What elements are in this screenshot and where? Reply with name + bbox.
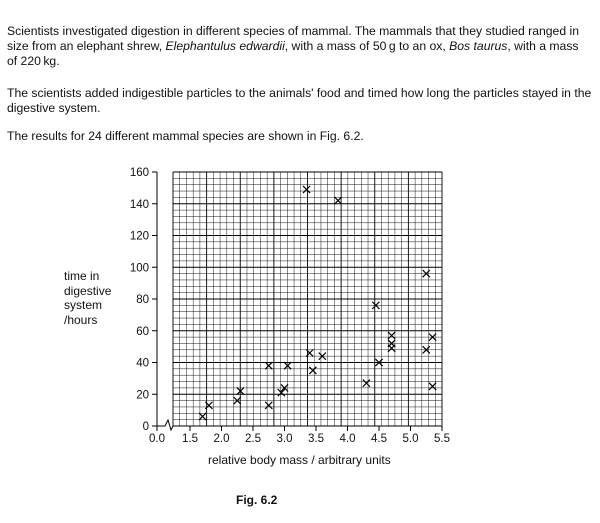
data-point <box>284 362 291 369</box>
data-point <box>303 186 310 193</box>
species-name-ox: Bos taurus <box>449 39 508 53</box>
x-tick-label: 3.5 <box>308 433 324 445</box>
data-point <box>334 197 341 204</box>
chart-ticks <box>130 167 450 445</box>
data-point <box>265 402 272 409</box>
method-paragraph: The scientists added indigestible particles to the animals' food and timed how long the particles stayed in the digestive system. <box>7 86 592 115</box>
y-axis-label-line: /hours <box>64 312 98 327</box>
x-axis-label: relative body mass / arbitrary units <box>208 453 391 467</box>
chart-grid <box>173 172 442 426</box>
y-axis-label-line: digestive <box>64 283 112 298</box>
species-name-shrew: Elephantulus edwardii <box>165 39 285 53</box>
data-point <box>363 380 370 387</box>
x-tick-label: 1.5 <box>182 433 198 445</box>
x-tick-label: 2.5 <box>245 433 261 445</box>
intro-text: , with a mass of 220 kg. <box>7 39 579 68</box>
y-tick-label: 100 <box>129 262 149 275</box>
x-tick-label: 3.0 <box>276 433 293 445</box>
chart-points <box>199 186 436 420</box>
y-axis-label <box>64 269 111 327</box>
figure-caption: Fig. 6.2 <box>236 493 278 507</box>
y-tick-label: 160 <box>129 167 149 179</box>
data-point <box>265 362 272 369</box>
y-tick-label: 140 <box>129 198 149 211</box>
data-point <box>388 332 395 339</box>
y-axis-label-line: system <box>64 298 103 312</box>
y-tick-label: 0 <box>142 421 149 433</box>
y-tick-label: 120 <box>129 230 149 243</box>
y-axis-label-line: time in <box>64 269 100 283</box>
x-tick-label: 4.0 <box>339 433 356 445</box>
x-tick-label: 2.0 <box>213 433 230 445</box>
intro-text: Scientists investigated digestion in different species of mammal. The mammals that they studied ranged in size from an elephant shrew, <box>7 24 579 53</box>
y-tick-label: 20 <box>136 389 149 402</box>
results-paragraph: The results for 24 different mammal species are shown in Fig. 6.2. <box>7 129 364 143</box>
y-tick-label: 60 <box>136 325 149 338</box>
x-tick-label: 0.0 <box>149 433 165 445</box>
data-point <box>309 367 316 374</box>
x-tick-label: 5.0 <box>402 433 419 445</box>
intro-text: , with a mass of 50 g to an ox, <box>284 39 450 53</box>
x-tick-label: 4.5 <box>371 433 387 445</box>
x-tick-label: 5.5 <box>434 433 450 445</box>
y-tick-label: 80 <box>136 294 149 306</box>
y-tick-label: 40 <box>136 357 149 370</box>
data-point <box>278 389 285 396</box>
